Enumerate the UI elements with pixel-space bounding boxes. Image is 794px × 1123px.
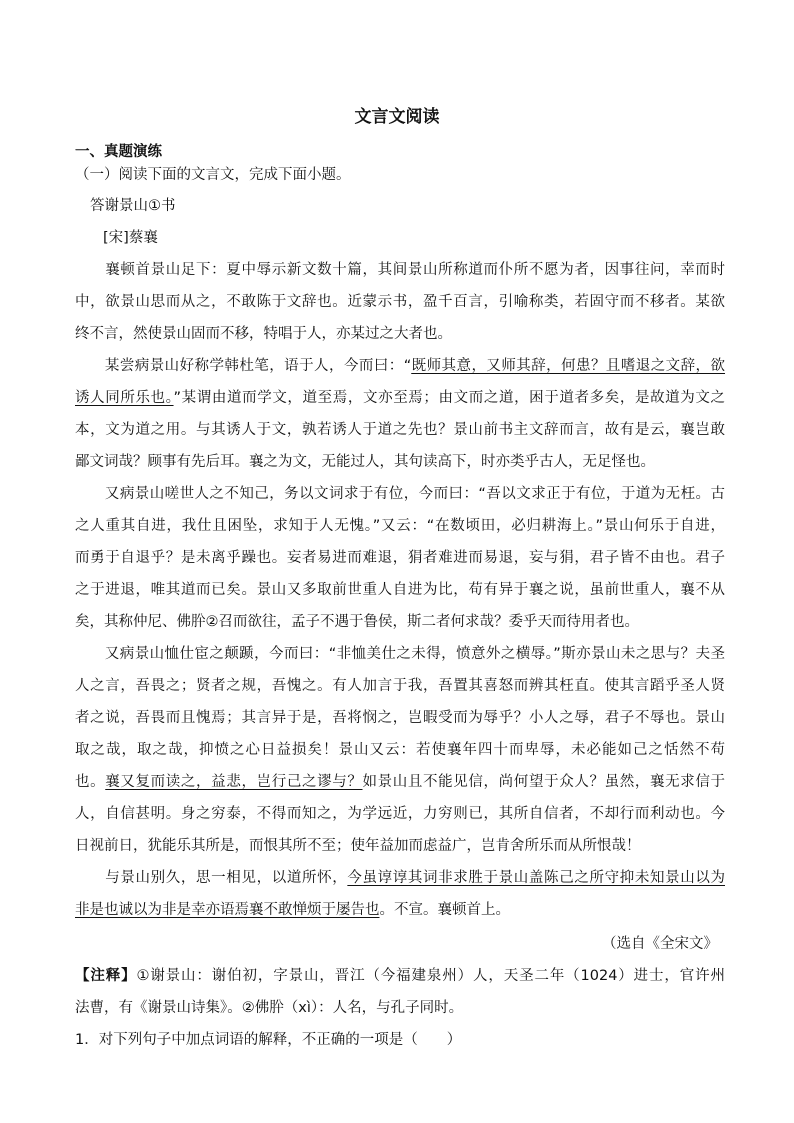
paragraph-line: 与景山别久，思一相见，以道所怀，今虽谆谆其词非求胜于景山盖陈己之所守抑未知景山以为 — [75, 870, 725, 886]
page-title: 文言文阅读 — [354, 107, 440, 127]
underlined-sentence: 既师其意，又师其辞，何患？且嗜退之文辞，欲 — [411, 358, 726, 374]
underlined-sentence: 襄又复而读之，益悲，岂行己之谬与？ — [105, 774, 363, 790]
paragraph-line: 矣，其称仲尼、佛肸②召而欲往，孟子不遇于鲁侯，斯二者何求哉？委乎天而待用者也。 — [75, 614, 639, 630]
paragraph-line: 者之说，吾畏而且愧焉；其言异于是，吾将悯之，岂暇受而为辱乎？小人之辱，君子不辱也。景山 — [75, 710, 725, 726]
paragraph-line: 日视前日，犹能乐其所是，而恨其所不至；使年益加而虑益广，岂肯舍所乐而从所恨哉！ — [75, 838, 641, 854]
paragraph-line: 之于进退，唯其道而已矣。景山又多取前世重人自进为比，苟有异于襄之说，虽前世重人，襄不从 — [75, 582, 725, 598]
question-1: 1．对下列句子中加点词语的解释，不正确的一项是（ ） — [75, 1032, 462, 1048]
underlined-sentence: 今虽谆谆其词非求胜于景山盖陈己之所守抑未知景山以为 — [347, 870, 725, 886]
paragraph-line: 人，自信甚明。身之穷泰，不得而知之，为学远近，力穷则已，其所自信者，不却行而利动也。今 — [75, 806, 725, 822]
underlined-sentence: 诱人同所乐也。 — [75, 390, 174, 406]
paragraph-line: 人之言，吾畏之；贤者之规，吾愧之。有人加言于我，吾置其喜怒而辨其枉直。使其言蹈乎圣人贤 — [75, 678, 725, 694]
paragraph-line: 某尝病景山好称学韩杜笔，语于人，今而曰：“既师其意，又师其辞，何患？且嗜退之文辞，欲 — [75, 358, 726, 374]
paragraph-line: 中，欲景山思而从之，不敢陈于文辞也。近蒙示书，盈千百言，引喻称类，若固守而不移者。某欲 — [75, 294, 725, 310]
paragraph-line: 非是也诚以为非是幸亦语焉襄不敢惮烦于屡告也。不宣。襄顿首上。 — [75, 902, 510, 918]
annotation-line: 【注释】①谢景山：谢伯初，字景山，晋江（今福建泉州）人，天圣二年（1024）进士，官许州 — [75, 968, 726, 984]
annotation-line: 法曹，有《谢景山诗集》。②佛肸（xì）：人名，与孔子同时。 — [75, 1000, 464, 1016]
paragraph-line: 襄顿首景山足下：夏中辱示新文数十篇，其间景山所称道而仆所不愿为者，因事往问，幸而时 — [75, 262, 725, 278]
section-heading: 一、真题演练 — [75, 144, 162, 160]
paragraph-line: 而勇于自退乎？是未离乎躁也。妄者易进而难退，狷者难进而易退，妄与狷，君子皆不由也。君子 — [75, 550, 725, 566]
paragraph-line: 终不言，然使景山固而不移，特唱于人，亦某过之大者也。 — [75, 326, 452, 342]
paragraph-line: 之人重其自进，我仕且困坠，求知于人无愧。”又云：“在数顷田，必归耕海上。”景山何乐于自进， — [75, 518, 725, 534]
annotation-label: 【注释】 — [75, 968, 137, 984]
paragraph-line: 又病景山嗟世人之不知己，务以文词求于有位，今而曰：“吾以文求正于有位，于道为无枉。古 — [75, 486, 725, 502]
underlined-sentence: 非是也诚以为非是幸亦语焉襄不敢惮烦于屡告也 — [75, 902, 380, 918]
paragraph-line: 取之哉，取之哉，抑愤之心日益损矣！景山又云：若使襄年四十而卑辱，未必能如己之恬然不苟 — [75, 742, 725, 758]
paragraph-line: 鄙文词哉？顾事有先后耳。襄之为文，无能过人，其句读高下，时亦类乎古人，无足怪也。 — [75, 454, 655, 470]
paragraph-line: 也。襄又复而读之，益悲，岂行己之谬与？如景山且不能见信，尚何望于众人？虽然，襄无求信于 — [75, 774, 726, 790]
article-title: 答谢景山①书 — [90, 198, 176, 214]
source-citation: （选自《全宋文》 — [602, 936, 718, 952]
paragraph-line: 诱人同所乐也。”某谓由道而学文，道至焉，文亦至焉；由文而之道，困于道者多矣，是故道为文之 — [75, 390, 726, 406]
instruction-text: （一）阅读下面的文言文，完成下面小题。 — [75, 167, 351, 183]
article-author: [宋]蔡襄 — [103, 230, 158, 246]
paragraph-line: 又病景山恤仕宦之颠踬，今而曰：“非恤美仕之未得，愤意外之横辱。”斯亦景山未之思与？夫圣 — [75, 646, 725, 662]
paragraph-line: 本，文为道之用。与其诱人于文，孰若诱人于道之先也？景山前书主文辞而言，故有是云，襄岂敢 — [75, 422, 725, 438]
